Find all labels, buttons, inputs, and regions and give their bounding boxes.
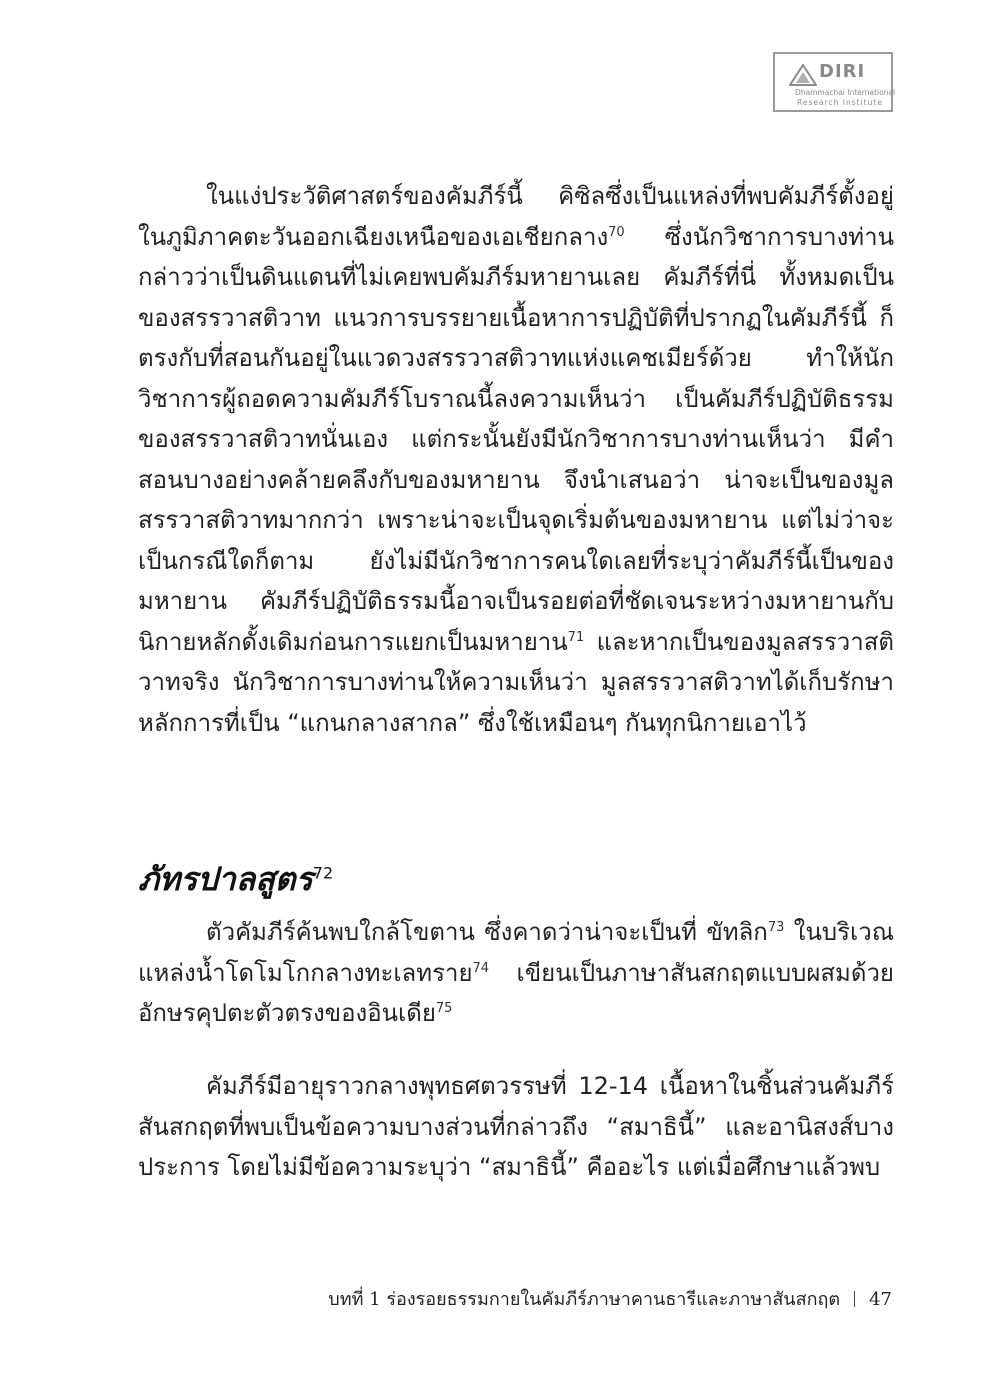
paragraph-text: ตัวคัมภีร์ค้นพบใกล้โขตาน ซึ่งคาดว่าน่าจะเป็นที่ ขัทลิก <box>206 918 768 946</box>
footnote-ref: 74 <box>472 960 490 976</box>
logo-line1: Dhammachai International <box>795 88 896 97</box>
footer-divider <box>854 1291 855 1307</box>
logo-brand: DIRI <box>819 61 866 82</box>
footnote-ref: 72 <box>312 863 334 883</box>
section-heading <box>138 854 333 905</box>
footnote-ref: 73 <box>767 920 785 935</box>
paragraph-text: เขียนเป็นภาษาสันสกฤตแบบผสมด้วยอักษรคุปตะตัวตรงของอินเดีย <box>138 958 894 1027</box>
paragraph-text: และหากเป็นของมูลสรรวาสติวาทจริง นักวิชาการบางท่านให้ความเห็นว่า มูลสรรวาสติวาทได้เก็บรักษาหลักการที่เป็น “แกนกลางสากล” ซึ่งใช้เหมือนๆ กันทุกนิกายเอาไว้ <box>138 627 894 737</box>
paragraph-text: คัมภีร์มีอายุราวกลางพุทธศตวรรษที่ 12-14 เนื้อหาในชิ้นส่วนคัมภีร์สันสกฤตที่พบเป็นข้อความบางส่วนที่กล่าวถึง “สมาธินี้” และอานิสงส์บางประการ โดยไม่มีข้อความระบุว่า “สมาธินี้” คืออะไร แต่เมื่อศึกษาแล้วพบ <box>138 1072 894 1181</box>
footnote-ref: 75 <box>435 1001 453 1016</box>
paragraph-discovery <box>138 912 894 1034</box>
paragraph-text: ในบริเวณแหล่งน้ำโดโมโกกลางทะเลทราย <box>138 918 894 987</box>
page-footer <box>328 1284 892 1313</box>
section-heading-text: ภัทรปาลสูตร <box>138 860 313 898</box>
paragraph-age <box>138 1066 894 1188</box>
diri-logo <box>773 52 896 112</box>
footnote-ref: 70 <box>608 224 625 240</box>
triangle-logo-icon <box>789 64 817 86</box>
logo-line2: Research Institute <box>797 98 883 107</box>
footnote-ref: 71 <box>567 629 585 645</box>
chapter-title: บทที่ 1 ร่องรอยธรรมกายในคัมภีร์ภาษาคานธารีและภาษาสันสกฤต <box>328 1289 841 1310</box>
paragraph-text: ในแง่ประวัติศาสตร์ของคัมภีร์นี้ คิซิลซึ่งเป็นแหล่งที่พบคัมภีร์ตั้งอยู่ในภูมิภาคตะวันออกเฉียงเหนือของเอเชียกลาง <box>138 182 894 251</box>
page-number: 47 <box>869 1289 892 1310</box>
paragraph-history <box>138 176 894 743</box>
paragraph-text: ซึ่งนักวิชาการบางท่านกล่าวว่าเป็นดินแดนที่ไม่เคยพบคัมภีร์มหายานเลย คัมภีร์ที่นี่ ทั้งหมดเป็นของสรรวาสติวาท แนวการบรรยายเนื้อหาการปฏิบัติที่ปรากฏในคัมภีร์นี้ ก็ตรงกับที่สอนกันอยู่ในแวดวงสรรวาสติวาทแห่งแคชเมียร์ด้วย ทำให้นักวิชาการผู้ถอดความคัมภีร์โบราณนี้ลงความเห็นว่า เป็นคัมภีร์ปฏิบัติธรรมของสรรวาสติวาทนั่นเอง แต่กระนั้นยังมีนักวิชาการบางท่านเห็นว่า มีคำสอนบางอย่างคล้ายคลึงกับของมหายาน จึงนำเสนอว่า น่าจะเป็นของมูลสรรวาสติวาทมากกว่า เพราะน่าจะเป็นจุดเริ่มต้นของมหายาน แต่ไม่ว่าจะเป็นกรณีใดก็ตาม ยังไม่มีนักวิชาการคนใดเลยที่ระบุว่าคัมภีร์นี้เป็นของมหายาน คัมภีร์ปฏิบัติธรรมนี้อาจเป็นรอยต่อที่ชัดเจนระหว่างมหายานกับนิกายหลักดั้งเดิมก่อนการแยกเป็นมหายาน <box>138 222 894 656</box>
